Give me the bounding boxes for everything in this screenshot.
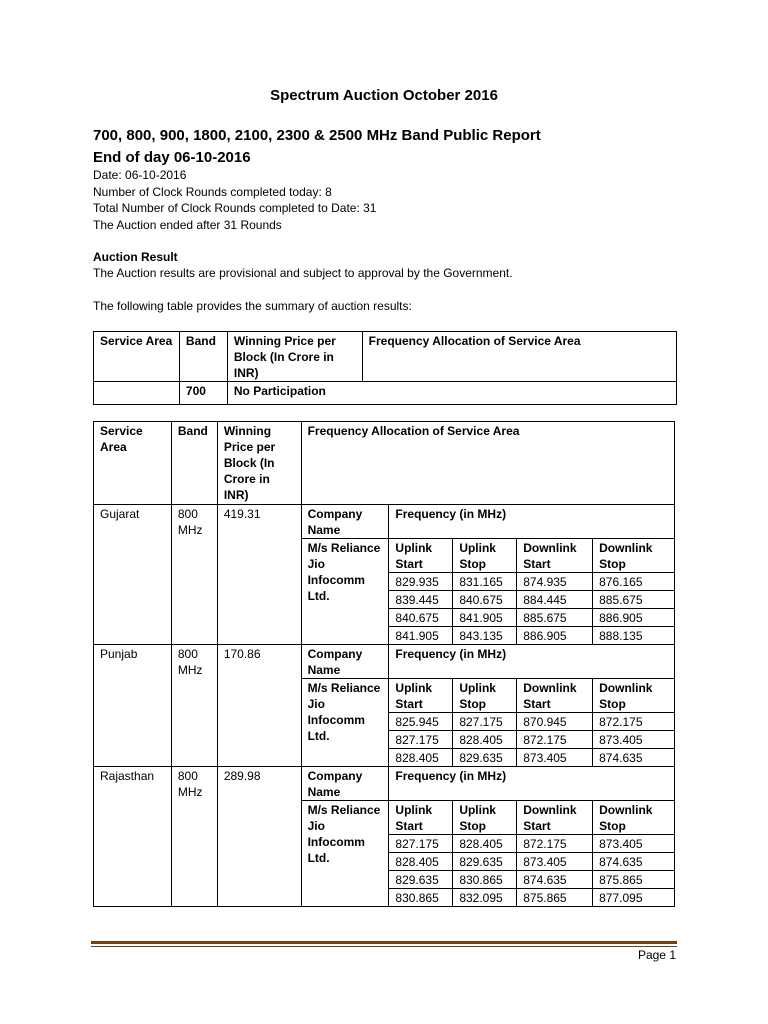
header-winning-price: Winning Price per Block (In Crore in INR) xyxy=(227,332,362,382)
downlink-stop: 886.905 xyxy=(593,609,675,627)
header-winning-price: Winning Price per Block (In Crore in INR) xyxy=(217,422,301,505)
downlink-stop: 875.865 xyxy=(593,871,675,889)
downlink-start: 875.865 xyxy=(517,889,593,907)
downlink-start: 870.945 xyxy=(517,713,593,731)
col-downlink-stop: Downlink Stop xyxy=(593,539,675,573)
col-uplink-stop: Uplink Stop xyxy=(453,801,517,835)
uplink-start: 840.675 xyxy=(389,609,453,627)
col-downlink-stop: Downlink Stop xyxy=(593,679,675,713)
uplink-stop: 841.905 xyxy=(453,609,517,627)
company-gujarat: M/s Reliance Jio Infocomm Ltd. xyxy=(301,539,389,645)
downlink-start: 884.445 xyxy=(517,591,593,609)
header-frequency-allocation: Frequency Allocation of Service Area xyxy=(301,422,674,505)
frequency-header: Frequency (in MHz) xyxy=(389,767,675,801)
cell-no-participation: No Participation xyxy=(227,382,676,405)
downlink-start: 872.175 xyxy=(517,835,593,853)
band-800-table xyxy=(93,421,675,907)
company-name-header: Company Name xyxy=(301,505,389,539)
downlink-stop: 874.635 xyxy=(593,749,675,767)
downlink-start: 873.405 xyxy=(517,853,593,871)
uplink-stop: 828.405 xyxy=(453,835,517,853)
uplink-start: 828.405 xyxy=(389,853,453,871)
frequency-header: Frequency (in MHz) xyxy=(389,645,675,679)
cell-band: 700 xyxy=(179,382,227,405)
header-band: Band xyxy=(171,422,217,505)
price-rajasthan: 289.98 xyxy=(217,767,301,907)
footer-divider-thin xyxy=(91,946,677,947)
info-auction-ended: The Auction ended after 31 Rounds xyxy=(93,218,282,232)
uplink-stop: 827.175 xyxy=(453,713,517,731)
company-rajasthan: M/s Reliance Jio Infocomm Ltd. xyxy=(301,801,389,907)
uplink-start: 839.445 xyxy=(389,591,453,609)
uplink-start: 829.935 xyxy=(389,573,453,591)
col-downlink-stop: Downlink Stop xyxy=(593,801,675,835)
uplink-start: 827.175 xyxy=(389,835,453,853)
uplink-start: 828.405 xyxy=(389,749,453,767)
uplink-stop: 840.675 xyxy=(453,591,517,609)
uplink-start: 841.905 xyxy=(389,627,453,645)
cell-service-area xyxy=(94,382,180,405)
uplink-stop: 829.635 xyxy=(453,749,517,767)
downlink-start: 872.175 xyxy=(517,731,593,749)
price-punjab: 170.86 xyxy=(217,645,301,767)
downlink-stop: 873.405 xyxy=(593,835,675,853)
col-uplink-start: Uplink Start xyxy=(389,679,453,713)
frequency-header: Frequency (in MHz) xyxy=(389,505,675,539)
uplink-stop: 830.865 xyxy=(453,871,517,889)
col-uplink-start: Uplink Start xyxy=(389,801,453,835)
price-gujarat: 419.31 xyxy=(217,505,301,645)
downlink-start: 885.675 xyxy=(517,609,593,627)
header-frequency-allocation: Frequency Allocation of Service Area xyxy=(362,332,676,382)
downlink-start: 874.935 xyxy=(517,573,593,591)
page-number: Page 1 xyxy=(637,948,676,962)
downlink-stop: 874.635 xyxy=(593,853,675,871)
downlink-stop: 877.095 xyxy=(593,889,675,907)
uplink-stop: 831.165 xyxy=(453,573,517,591)
header-service-area: Service Area xyxy=(94,422,172,505)
company-punjab: M/s Reliance Jio Infocomm Ltd. xyxy=(301,679,389,767)
area-gujarat: Gujarat xyxy=(94,505,172,645)
col-downlink-start: Downlink Start xyxy=(517,679,593,713)
uplink-stop: 829.635 xyxy=(453,853,517,871)
area-rajasthan: Rajasthan xyxy=(94,767,172,907)
downlink-start: 886.905 xyxy=(517,627,593,645)
company-name-header: Company Name xyxy=(301,645,389,679)
downlink-stop: 885.675 xyxy=(593,591,675,609)
downlink-stop: 872.175 xyxy=(593,713,675,731)
header-service-area: Service Area xyxy=(94,332,180,382)
area-punjab: Punjab xyxy=(94,645,172,767)
uplink-start: 829.635 xyxy=(389,871,453,889)
uplink-stop: 828.405 xyxy=(453,731,517,749)
col-downlink-start: Downlink Start xyxy=(517,539,593,573)
document-title: Spectrum Auction October 2016 xyxy=(270,87,498,104)
uplink-start: 830.865 xyxy=(389,889,453,907)
header-band: Band xyxy=(179,332,227,382)
col-uplink-start: Uplink Start xyxy=(389,539,453,573)
uplink-start: 827.175 xyxy=(389,731,453,749)
downlink-stop: 873.405 xyxy=(593,731,675,749)
col-downlink-start: Downlink Start xyxy=(517,801,593,835)
company-name-header: Company Name xyxy=(301,767,389,801)
uplink-start: 825.945 xyxy=(389,713,453,731)
band-gujarat: 800 MHz xyxy=(171,505,217,645)
info-date: Date: 06-10-2016 xyxy=(93,168,187,182)
downlink-stop: 888.135 xyxy=(593,627,675,645)
auction-result-text: The Auction results are provisional and subject to approval by the Government. xyxy=(93,266,513,280)
report-heading: 700, 800, 900, 1800, 2100, 2300 & 2500 MHz Band Public Report xyxy=(93,127,541,144)
col-uplink-stop: Uplink Stop xyxy=(453,679,517,713)
auction-result-heading: Auction Result xyxy=(93,250,178,264)
band-punjab: 800 MHz xyxy=(171,645,217,767)
info-rounds-total: Total Number of Clock Rounds completed to Date: 31 xyxy=(93,201,377,215)
uplink-stop: 832.095 xyxy=(453,889,517,907)
downlink-stop: 876.165 xyxy=(593,573,675,591)
table-intro: The following table provides the summary of auction results: xyxy=(93,299,412,313)
downlink-start: 873.405 xyxy=(517,749,593,767)
info-rounds-today: Number of Clock Rounds completed today: 8 xyxy=(93,185,332,199)
uplink-stop: 843.135 xyxy=(453,627,517,645)
col-uplink-stop: Uplink Stop xyxy=(453,539,517,573)
footer-divider xyxy=(91,941,677,944)
band-rajasthan: 800 MHz xyxy=(171,767,217,907)
downlink-start: 874.635 xyxy=(517,871,593,889)
band-700-table xyxy=(93,331,677,405)
end-of-day-heading: End of day 06-10-2016 xyxy=(93,149,251,166)
